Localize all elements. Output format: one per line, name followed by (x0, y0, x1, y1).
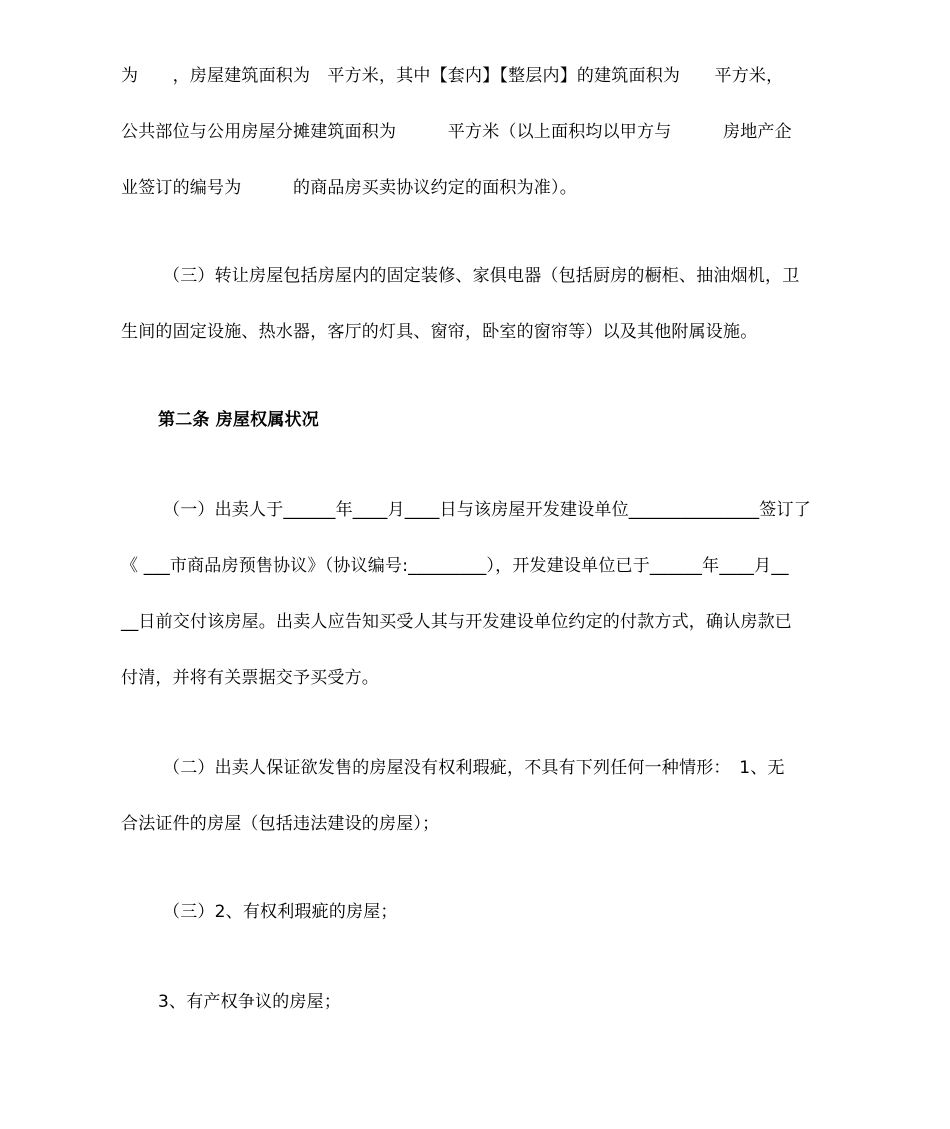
text-line-4: （三）转让房屋包括房屋内的固定装修、家俱电器（包括厨房的橱柜、抽油烟机，卫 (163, 266, 800, 286)
text-line-7: （一）出卖人于______年____月____日与该房屋开发建设单位_______________签订了 (163, 500, 811, 520)
text-line-9: __日前交付该房屋。出卖人应告知买受人其与开发建设单位约定的付款方式，确认房款已 (121, 612, 792, 632)
text-line-5: 生间的固定设施、热水器，客厅的灯具、窗帘，卧室的窗帘等）以及其他附属设施。 (121, 322, 758, 342)
text-line-14: 3、有产权争议的房屋； (158, 992, 342, 1012)
text-line-1: 为 ，房屋建筑面积为 平方米，其中【套内】【整层内】的建筑面积为 平方米， (121, 66, 784, 86)
text-line-10: 付清，并将有关票据交予买受方。 (121, 668, 379, 688)
text-line-3: 业签订的编号为 的商品房买卖协议约定的面积为准）。 (121, 178, 577, 198)
text-line-12: 合法证件的房屋（包括违法建设的房屋）； (121, 814, 440, 834)
text-line-8: 《 ___市商品房预售协议》（协议编号:_________），开发建设单位已于______年____月__ (121, 556, 789, 576)
text-line-2: 公共部位与公用房屋分摊建筑面积为 平方米（以上面积均以甲方与 房地产企 (121, 122, 792, 142)
text-line-13: （三）2、有权利瑕疵的房屋； (163, 902, 398, 922)
text-line-11: （二）出卖人保证欲发售的房屋没有权利瑕疵，不具有下列任何一种情形： 1、无 (163, 758, 785, 778)
section-heading: 第二条 房屋权属状况 (158, 410, 319, 430)
